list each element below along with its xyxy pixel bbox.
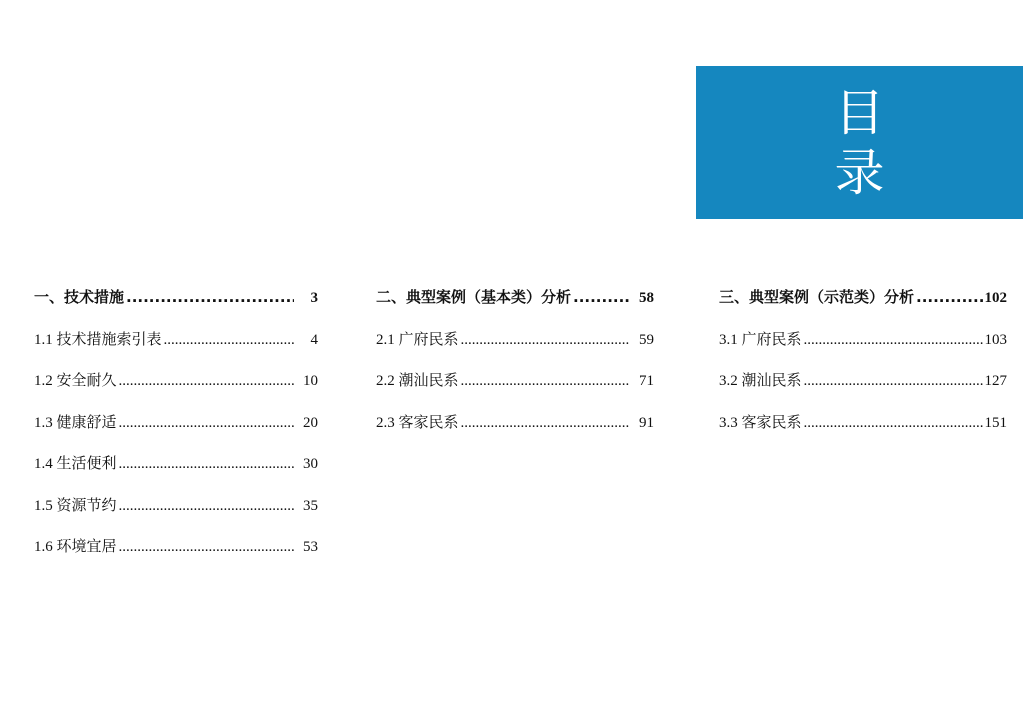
toc-heading-page: 58 — [639, 290, 654, 306]
toc-entry-page: 10 — [303, 373, 318, 389]
toc-entry-page: 53 — [303, 539, 318, 555]
toc-entry-label: 1.5 资源节约 — [34, 497, 117, 514]
toc-heading-label: 三、典型案例（示范类）分析 — [719, 288, 915, 306]
toc-entry-label: 1.6 环境宜居 — [34, 539, 117, 555]
toc-entry-page: 35 — [303, 497, 318, 514]
toc-entry-page: 71 — [639, 373, 654, 389]
toc-title-char-2: 录 — [834, 143, 885, 202]
toc-entry-page: 20 — [303, 414, 318, 431]
toc-title-char-1: 目 — [834, 83, 885, 142]
toc-entry-1-3[interactable] — [34, 411, 318, 453]
toc-leader-dots — [804, 332, 983, 349]
toc-entry-page: 91 — [639, 414, 654, 431]
toc-heading-1[interactable] — [34, 286, 318, 328]
toc-leader-dots — [119, 373, 294, 390]
toc-leader-dots — [461, 332, 630, 349]
toc-heading-2[interactable] — [376, 286, 654, 328]
toc-entry-2-3[interactable] — [376, 411, 654, 453]
toc-entry-label: 1.1 技术措施索引表 — [34, 331, 162, 348]
toc-entry-3-3[interactable] — [719, 411, 1007, 453]
toc-entry-3-2[interactable] — [719, 369, 1007, 411]
toc-entry-page: 151 — [984, 414, 1007, 431]
toc-entry-2-1[interactable] — [376, 328, 654, 370]
toc-entry-label: 1.4 生活便利 — [34, 456, 117, 472]
toc-entry-label: 1.3 健康舒适 — [34, 414, 117, 431]
toc-leader-dots — [573, 288, 630, 306]
toc-title-box — [696, 66, 1023, 219]
toc-entry-label: 2.3 客家民系 — [376, 414, 459, 431]
toc-leader-dots — [119, 539, 294, 556]
toc-entry-1-5[interactable] — [34, 494, 318, 536]
toc-entry-page: 4 — [310, 331, 318, 348]
toc-entry-label: 3.3 客家民系 — [719, 414, 802, 431]
toc-entry-page: 59 — [639, 331, 654, 348]
toc-entry-label: 1.2 安全耐久 — [34, 373, 117, 389]
toc-leader-dots — [916, 288, 982, 306]
toc-entry-label: 2.1 广府民系 — [376, 331, 459, 348]
toc-leader-dots — [119, 415, 294, 432]
toc-leader-dots — [461, 415, 630, 432]
toc-entry-page: 30 — [303, 456, 318, 472]
toc-entry-1-2[interactable] — [34, 369, 318, 411]
toc-column-3 — [719, 286, 1007, 452]
toc-leader-dots — [804, 373, 983, 390]
toc-leader-dots — [119, 498, 294, 515]
toc-entry-page: 103 — [984, 331, 1007, 348]
toc-leader-dots — [804, 415, 983, 432]
toc-entry-page: 127 — [984, 373, 1007, 389]
toc-entry-label: 2.2 潮汕民系 — [376, 373, 459, 389]
toc-entry-label: 3.2 潮汕民系 — [719, 373, 802, 389]
toc-entry-label: 3.1 广府民系 — [719, 331, 802, 348]
toc-entry-2-2[interactable] — [376, 369, 654, 411]
toc-leader-dots — [461, 373, 630, 390]
toc-leader-dots — [164, 332, 294, 349]
toc-column-1 — [34, 286, 318, 577]
toc-entry-1-4[interactable] — [34, 452, 318, 494]
toc-entry-1-6[interactable] — [34, 535, 318, 577]
toc-heading-3[interactable] — [719, 286, 1007, 328]
toc-heading-label: 一、技术措施 — [34, 288, 125, 306]
toc-heading-page: 3 — [310, 290, 318, 306]
toc-entry-1-1[interactable] — [34, 328, 318, 370]
toc-leader-dots — [126, 288, 294, 306]
toc-heading-page: 102 — [984, 290, 1007, 306]
toc-entry-3-1[interactable] — [719, 328, 1007, 370]
toc-heading-label: 二、典型案例（基本类）分析 — [376, 288, 572, 306]
toc-leader-dots — [119, 456, 294, 473]
toc-column-2 — [376, 286, 654, 452]
